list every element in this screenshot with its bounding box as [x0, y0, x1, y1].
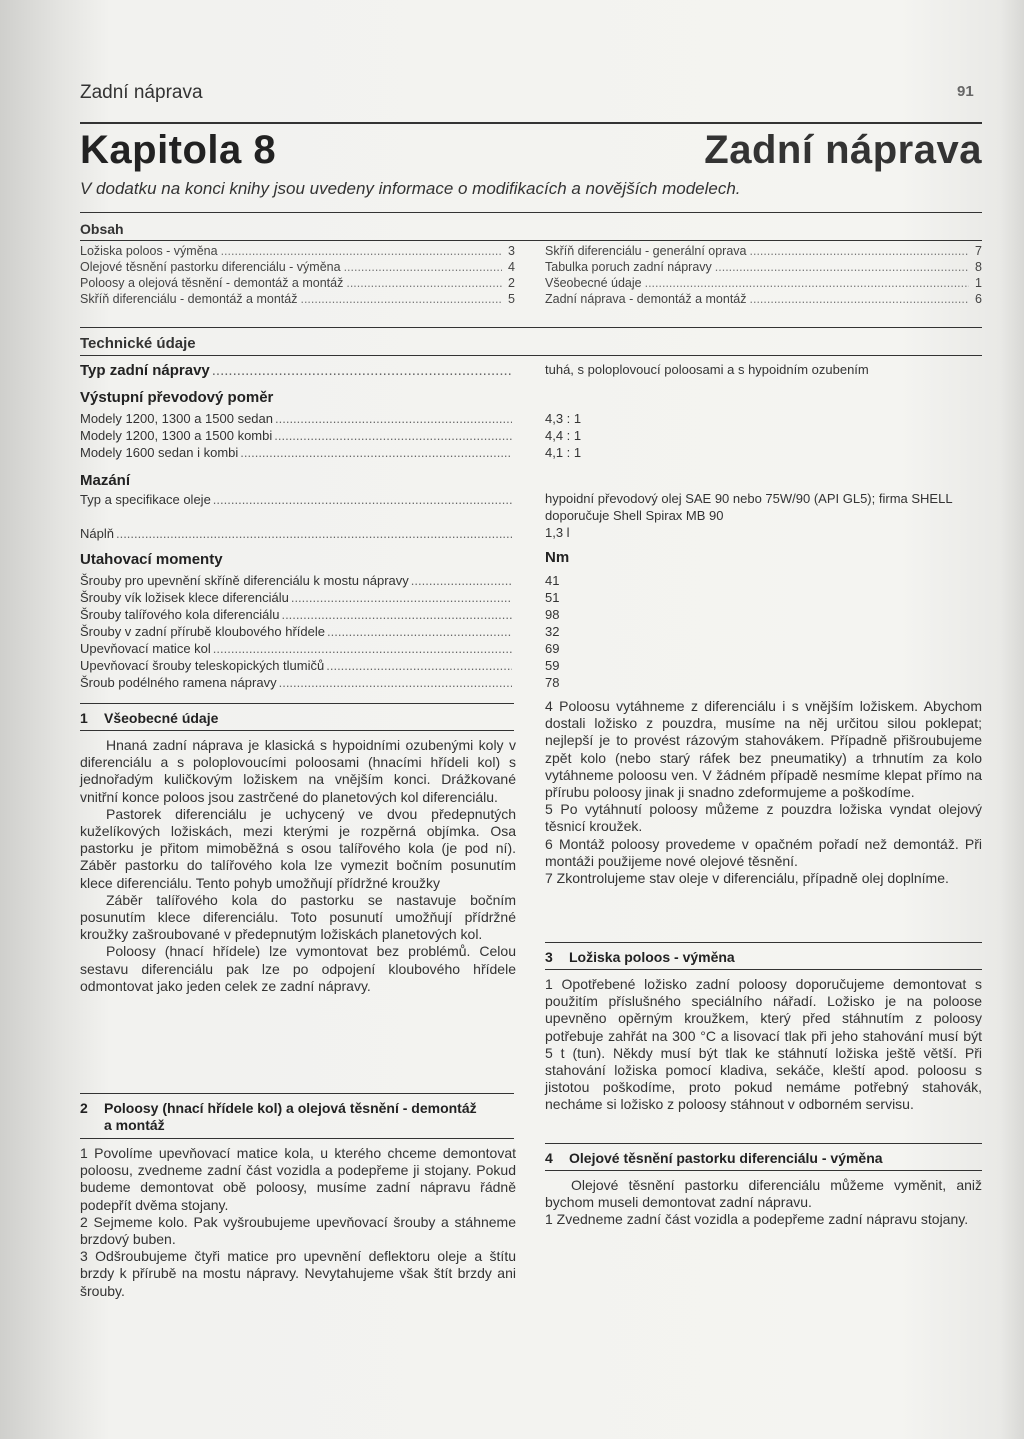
oil-fill-value: 1,3 l	[545, 525, 570, 540]
title-rule	[80, 212, 982, 213]
ratio-row: Modely 1200, 1300 a 1500 sedan .....	[80, 411, 512, 426]
chapter-subtitle: V dodatku na konci knihy jsou uvedeny informace o modifikacích a novějších modelech.	[80, 179, 741, 198]
ratio-heading: Výstupní převodový poměr	[80, 389, 274, 406]
section-3-heading: 3 Ložiska poloos - výměna	[545, 949, 735, 965]
torque-row: Šroub podélného ramena nápravy .....	[80, 675, 512, 690]
ratio-row: Modely 1200, 1300 a 1500 kombi .....	[80, 428, 512, 443]
torque-value: 69	[545, 641, 560, 656]
toc-entry: Skříň diferenciálu - generální oprava ..... 7	[545, 244, 982, 260]
torque-value: 41	[545, 573, 560, 588]
section-3-bottom-rule	[545, 969, 982, 970]
spec-axle-type: Typ zadní nápravy .....	[80, 362, 512, 379]
toc-entry: Tabulka poruch zadní nápravy ..... 8	[545, 260, 982, 276]
toc-bottom-rule	[80, 327, 982, 328]
chapter-name: Zadní náprava	[704, 128, 982, 172]
toc-entry: Ložiska poloos - výměna ..... 3	[80, 244, 515, 260]
section-4-bottom-rule	[545, 1170, 982, 1171]
toc-right-column	[545, 244, 982, 308]
section-2-heading: 2 Poloosy (hnací hřídele kol) a olejová těsnění - demontáž a montáž	[80, 1100, 477, 1133]
toc-left-column	[80, 244, 515, 308]
oil-spec-value: hypoidní převodový olej SAE 90 nebo 75W/90 (API GL5); firma SHELL doporučuje Shell Spirax MB 90	[545, 491, 953, 523]
torque-row: Šrouby pro upevnění skříně diferenciálu k mostu nápravy .....	[80, 573, 512, 588]
toc-entry: Všeobecné údaje ..... 1	[545, 276, 982, 292]
spec-axle-type-value: tuhá, s poloplovoucí poloosami a s hypoidním ozubením	[545, 362, 869, 377]
toc-heading: Obsah	[80, 221, 124, 237]
torque-heading: Utahovací momenty	[80, 551, 223, 568]
torque-value: 32	[545, 624, 560, 639]
section-2-body: 1 Povolíme upevňovací matice kola, u kterého chceme demontovat poloosu, zvedneme zadní část vozidla a podepřeme ji stojany. Pokud budeme demontovat obě poloosy, musíme zadní nápravu řádně podepřít dvěma stojany. 2 Sejmeme kolo. Pak vyšroubujeme upevňovací šrouby a stáhneme brzdový buben. 3 Odšroubujeme čtyři matice pro upevnění deflektoru oleje a štítu brzdy k přírubě na mostu nápravy. Nevytahujeme však štít brzdy ani šrouby.	[80, 1145, 516, 1299]
toc-entry: Poloosy a olejová těsnění - demontáž a montáž ..... 2	[80, 276, 515, 292]
torque-value: 51	[545, 590, 560, 605]
page-number: 91	[957, 83, 974, 100]
section-2-bottom-rule	[80, 1138, 514, 1139]
specs-heading: Technické údaje	[80, 335, 196, 352]
section-3-body: 1 Opotřebené ložisko zadní poloosy doporučujeme demontovat s použitím příslušného speciálního nářadí. Ložisko je na poloose upevněno opěrným kroužkem, který před stáhnutím z poloosy potřebuje zahřát na 300 °C a lisovací tlak při jeho stahování musí být 5 t (tun). Někdy musí být tlak ke stáhnutí ložiska ještě větší. Při stahování ložiska pomocí kladiva, sekáče, kleští apod. poloosu s jistotou poškodíme, proto pokud nemáme potřebný stahovák, necháme si ložisko z poloosy stáhnout v odborném servisu.	[545, 976, 982, 1113]
torque-value: 59	[545, 658, 560, 673]
header-rule	[80, 122, 982, 124]
section-2-top-rule	[80, 1093, 514, 1094]
torque-unit: Nm	[545, 549, 570, 566]
section-3-top-rule	[545, 942, 982, 943]
torque-row: Šrouby talířového kola diferenciálu .....	[80, 607, 512, 622]
section-2-body-continued: 4 Poloosu vytáhneme z diferenciálu i s vnějším ložiskem. Abychom dostali ložisko z pouzdra, musíme na něj určitou silou poklepat; nejlepší je to provést rázovým stahovákem. Případně přišroubujeme zpět kolo (nebo starý ráfek bez pneumatiky) a trhnutím za kolo vytáhneme poloosu ven. V žádném případě nesmíme klepat přímo na přírubu poloosy jinak ji snadno zdeformujeme a poškodíme. 5 Po vytáhnutí poloosy můžeme z pouzdra ložiska vyndat olejový těsnicí kroužek. 6 Montáž poloosy provedeme v opačném pořadí než demontáž. Při montáži použijeme nové olejové těsnění. 7 Zkontrolujeme stav oleje v diferenciálu, případně olej doplníme.	[545, 698, 982, 887]
section-4-heading: 4 Olejové těsnění pastorku diferenciálu - výměna	[545, 1150, 883, 1166]
ratio-value: 4,1 : 1	[545, 445, 582, 460]
torque-row: Upevňovací šrouby teleskopických tlumičů .....	[80, 658, 512, 673]
torque-value: 98	[545, 607, 560, 622]
ratio-value: 4,4 : 1	[545, 428, 582, 443]
section-4-body: Olejové těsnění pastorku diferenciálu můžeme vyměnit, aniž bychom museli demontovat zadní nápravu. 1 Zvedneme zadní část vozidla a podepřeme zadní nápravu stojany.	[545, 1177, 982, 1228]
section-1-bottom-rule	[80, 730, 514, 731]
section-1-body: Hnaná zadní náprava je klasická s hypoidními ozubenými koly v diferenciálu a s poloplovoucími poloosami (hnacími hřídeli kol) s jednořadým kuličkovým ložiskem na vnějším konci. Drážkované vnitřní konce poloos jsou zastrčené do planetových kol diferenciálu. Pastorek diferenciálu je uchycený ve dvou předepnutých kuželíkových ložiskách, mezi kterými je rozpěrná objímka. Osa pastorku je přitom mimoběžná s osou talířového kola (je pod ní). Záběr pastorku do talířového kola lze vymezit bočním posunutím klece diferenciálu. Tento pohyb umožňují přídržné kroužky Záběr talířového kola do pastorku se nastavuje bočním posunutím klece diferenciálu. Toto posunutí umožňují přídržné kroužky zašroubované v předepnutým ložiskách planetových kol. Poloosy (hnací hřídele) lze vymontovat bez problémů. Celou sestavu diferenciálu pak lze po odpojení kloubového hřídele odmontovat jako jeden celek ze zadní nápravy.	[80, 737, 516, 994]
torque-row: Upevňovací matice kol .....	[80, 641, 512, 656]
toc-entry: Zadní náprava - demontáž a montáž ..... 6	[545, 292, 982, 308]
toc-entry: Skříň diferenciálu - demontáž a montáž ..... 5	[80, 292, 515, 308]
oil-fill-row: Náplň .....	[80, 526, 512, 541]
toc-top-rule	[80, 240, 982, 241]
oil-spec-row: Typ a specifikace oleje .....	[80, 492, 512, 507]
torque-row: Šrouby v zadní přírubě kloubového hřídele .....	[80, 624, 512, 639]
section-4-top-rule	[545, 1143, 982, 1144]
section-1-top-rule	[80, 703, 514, 704]
section-1-heading: 1 Všeobecné údaje	[80, 710, 219, 726]
chapter-label: Kapitola 8	[80, 128, 277, 172]
ratio-value: 4,3 : 1	[545, 411, 582, 426]
toc-entry: Olejové těsnění pastorku diferenciálu - výměna ..... 4	[80, 260, 515, 276]
torque-row: Šrouby vík ložisek klece diferenciálu .....	[80, 590, 512, 605]
torque-value: 78	[545, 675, 560, 690]
lube-heading: Mazání	[80, 472, 131, 489]
ratio-row: Modely 1600 sedan i kombi .....	[80, 445, 512, 460]
specs-rule	[80, 355, 982, 356]
running-header: Zadní náprava	[80, 82, 203, 103]
